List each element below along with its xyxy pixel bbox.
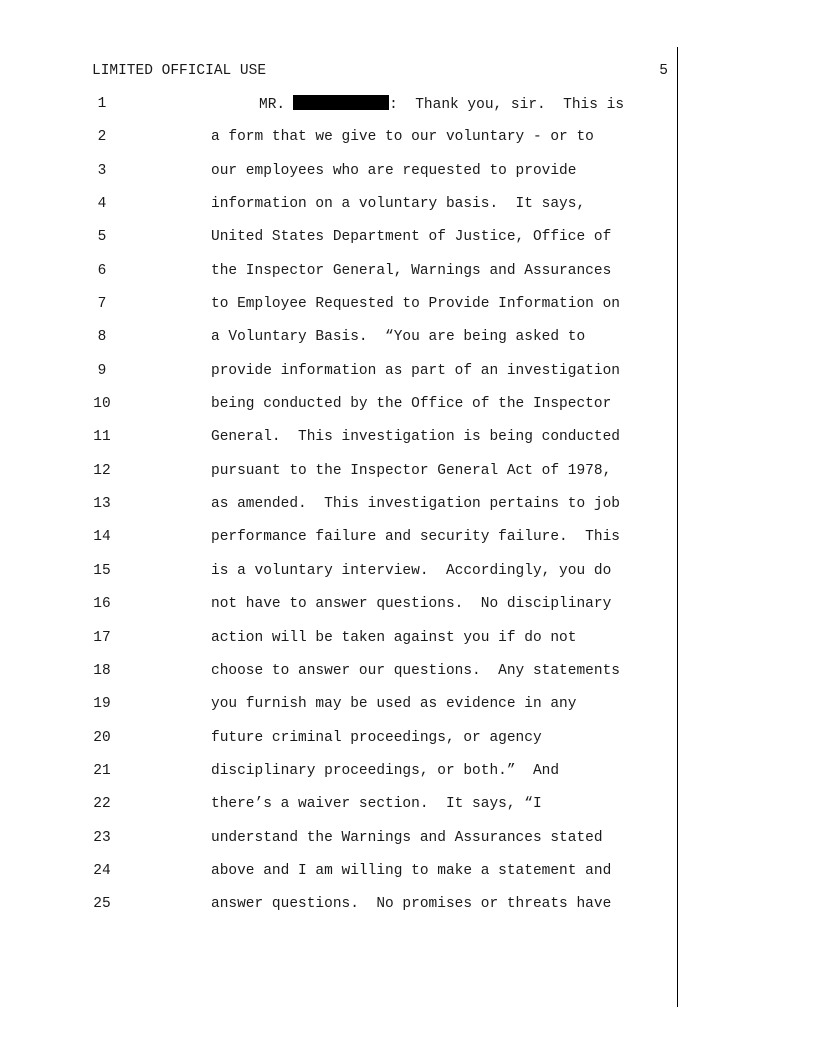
- transcript-line: [0, 621, 680, 654]
- line-number: 2: [97, 129, 107, 146]
- line-number: 9: [97, 362, 107, 379]
- transcript-line: [0, 887, 680, 920]
- transcript-line: [0, 587, 680, 620]
- line-text: understand the Warnings and Assurances stated: [211, 829, 603, 846]
- line-number: 13: [93, 496, 111, 513]
- transcript-line: [0, 787, 680, 820]
- redaction-block: [293, 95, 389, 110]
- line-text: there’s a waiver section. It says, “I: [211, 796, 542, 813]
- line-text: choose to answer our questions. Any statements: [211, 662, 620, 679]
- line-text: future criminal proceedings, or agency: [211, 729, 542, 746]
- transcript-line: [0, 654, 680, 687]
- line-number: 22: [93, 796, 111, 813]
- transcript-line: [0, 254, 680, 287]
- line-number: 19: [93, 696, 111, 713]
- transcript-line: [0, 220, 680, 253]
- line-number: 11: [93, 429, 111, 446]
- line-text: a form that we give to our voluntary - or to: [211, 129, 594, 146]
- line-text: being conducted by the Office of the Inspector: [211, 396, 612, 413]
- transcript-line: [0, 821, 680, 854]
- line-number: 17: [93, 629, 111, 646]
- transcript-line: [0, 154, 680, 187]
- transcript-line: [0, 354, 680, 387]
- line-number: 14: [93, 529, 111, 546]
- line-text: to Employee Requested to Provide Information on: [211, 296, 620, 313]
- line-number: 12: [93, 462, 111, 479]
- line-text: action will be taken against you if do not: [211, 629, 577, 646]
- line-number: 1: [97, 96, 107, 112]
- transcript-line: [0, 387, 680, 420]
- transcript-line: [0, 487, 680, 520]
- classification-header: LIMITED OFFICIAL USE: [92, 63, 267, 79]
- transcript-line: [0, 420, 680, 453]
- line-text: is a voluntary interview. Accordingly, you do: [211, 562, 612, 579]
- line-number: 4: [97, 196, 107, 213]
- line-number: 3: [97, 162, 107, 179]
- transcript-line: [0, 854, 680, 887]
- line-text: disciplinary proceedings, or both.” And: [211, 762, 560, 779]
- line-text: General. This investigation is being conducted: [211, 429, 620, 446]
- transcript-line: [0, 320, 680, 353]
- line-text: United States Department of Justice, Office of: [211, 229, 612, 246]
- line-number: 15: [93, 562, 111, 579]
- line-text: performance failure and security failure. This: [211, 529, 620, 546]
- line-text: as amended. This investigation pertains to job: [211, 496, 620, 513]
- transcript-line: [0, 287, 680, 320]
- line-text: pursuant to the Inspector General Act of 1978,: [211, 462, 612, 479]
- line-number: 7: [97, 296, 107, 313]
- transcript-line: [0, 687, 680, 720]
- line-number: 21: [93, 762, 111, 779]
- line-text: : Thank you, sir. This is: [389, 97, 625, 113]
- line-number: 16: [93, 596, 111, 613]
- transcript-line: [0, 520, 680, 553]
- line-text: the Inspector General, Warnings and Assurances: [211, 262, 612, 279]
- line-number: 5: [97, 229, 107, 246]
- line-number: 24: [93, 862, 111, 879]
- transcript-line: [0, 721, 680, 754]
- transcript-line: [0, 120, 680, 153]
- line-number: 10: [93, 396, 111, 413]
- transcript-line: [0, 187, 680, 220]
- transcript-line: [0, 754, 680, 787]
- line-number: 25: [93, 896, 111, 913]
- line-number: 23: [93, 829, 111, 846]
- line-number: 6: [97, 262, 107, 279]
- speaker-line: [259, 95, 624, 114]
- line-number: 20: [93, 729, 111, 746]
- line-text: provide information as part of an investigation: [211, 362, 620, 379]
- line-text: you furnish may be used as evidence in any: [211, 696, 577, 713]
- transcript-line: [0, 87, 680, 120]
- line-text: information on a voluntary basis. It says,: [211, 196, 586, 213]
- line-text: not have to answer questions. No disciplinary: [211, 596, 612, 613]
- line-text: a Voluntary Basis. “You are being asked to: [211, 329, 586, 346]
- transcript-line: [0, 454, 680, 487]
- page-number: 5: [659, 63, 668, 79]
- line-number: 8: [97, 329, 107, 346]
- speaker-title: MR.: [259, 97, 286, 113]
- transcript-body: [0, 87, 680, 921]
- line-text: above and I am willing to make a statement and: [211, 862, 612, 879]
- transcript-line: [0, 554, 680, 587]
- line-text: our employees who are requested to provide: [211, 162, 577, 179]
- line-number: 18: [93, 662, 111, 679]
- line-text: answer questions. No promises or threats have: [211, 896, 612, 913]
